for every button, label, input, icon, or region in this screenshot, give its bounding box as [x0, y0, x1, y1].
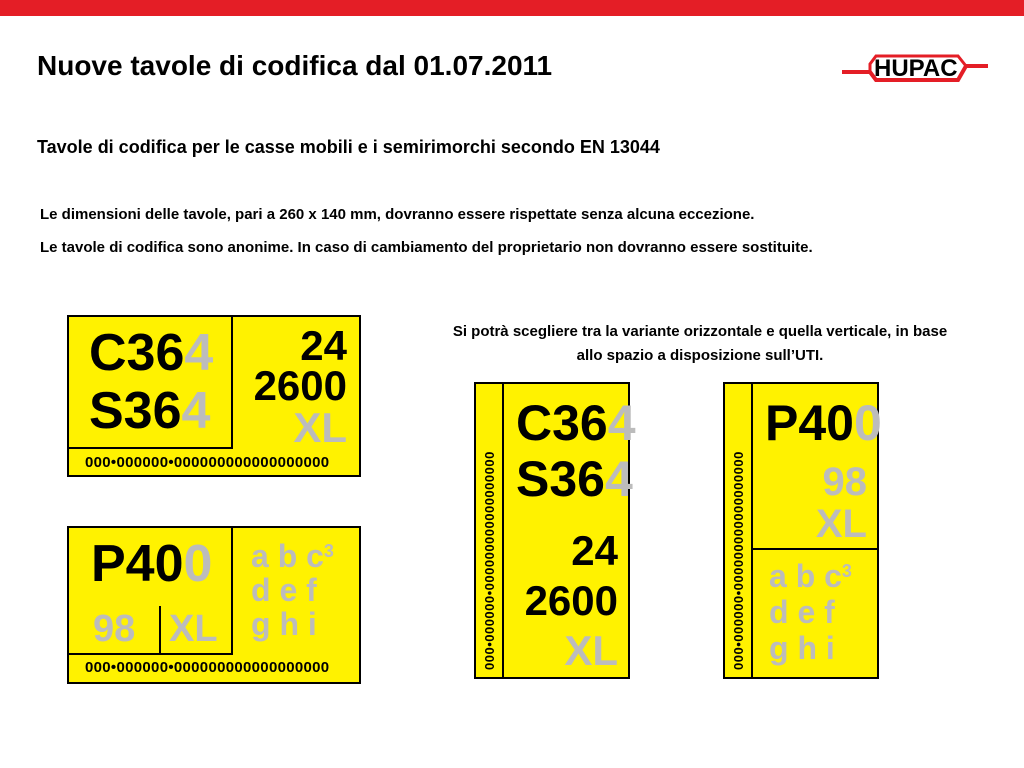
plate-bottom-left: 98: [93, 608, 136, 650]
plate-right-mid: 2600: [253, 362, 347, 409]
plate-divider: [753, 548, 877, 550]
plate-main: P400: [91, 535, 213, 593]
plate-line-3: 24: [571, 527, 618, 574]
plate-code: 000•000000•000000000000000000: [482, 451, 497, 670]
plate-letters-row3: g h i: [769, 630, 835, 666]
plate-code: 000•000000•000000000000000000: [85, 659, 330, 676]
plate-vertical-c364: [474, 382, 636, 679]
logo-text: HUPAC: [874, 55, 958, 82]
subtitle: Tavole di codifica per le casse mobili e i semirimorchi secondo EN 13044: [37, 137, 660, 157]
plate-vertical-p400: [723, 382, 882, 679]
plate-code: 000•000000•000000000000000000: [85, 454, 330, 471]
plate-letters-row2: d e f: [769, 594, 835, 630]
plate-line-3: XL: [815, 502, 867, 546]
plate-horizontal-c364: [67, 315, 361, 477]
plate-line-1: C364: [516, 395, 636, 451]
plate-horizontal-p400: [67, 526, 361, 684]
page-title: Nuove tavole di codifica dal 01.07.2011: [37, 50, 553, 81]
plate-right-bot: XL: [293, 404, 347, 451]
plate-letters-row2: d e f: [251, 572, 317, 608]
paragraph-anonymous: Le tavole di codifica sono anonime. In caso di cambiamento del proprietario non dovranno essere sostituite.: [40, 239, 813, 256]
variant-note: Si potrà scegliere tra la variante orizzontale e quella verticale, in base allo spazio a disposizione sull’UTI.: [452, 323, 948, 364]
plate-line-1: C364: [89, 324, 214, 382]
plate-letters-row1: a b $c^3$: [769, 558, 852, 594]
plate-line-2: S364: [516, 451, 633, 507]
hupac-logo: [840, 46, 990, 90]
plate-line-2: 98: [822, 460, 867, 504]
plate-code: 000•000000•000000000000000000: [731, 451, 746, 670]
plate-line-5: XL: [564, 627, 618, 674]
plate-letters-row1: a b $c^3$: [251, 538, 334, 574]
top-accent-bar: [0, 0, 1024, 16]
plate-line-2: S364: [89, 382, 211, 440]
plate-main: P400: [765, 395, 882, 451]
plate-right-top: 24: [300, 322, 347, 369]
plate-divider: [159, 606, 161, 653]
plate-letters-row3: g h i: [251, 606, 317, 642]
plate-bottom-right: XL: [169, 608, 218, 650]
paragraph-dimensions: Le dimensioni delle tavole, pari a 260 x 140 mm, dovranno essere rispettate senza alcuna eccezione.: [40, 206, 755, 223]
plate-line-4: 2600: [524, 577, 618, 624]
